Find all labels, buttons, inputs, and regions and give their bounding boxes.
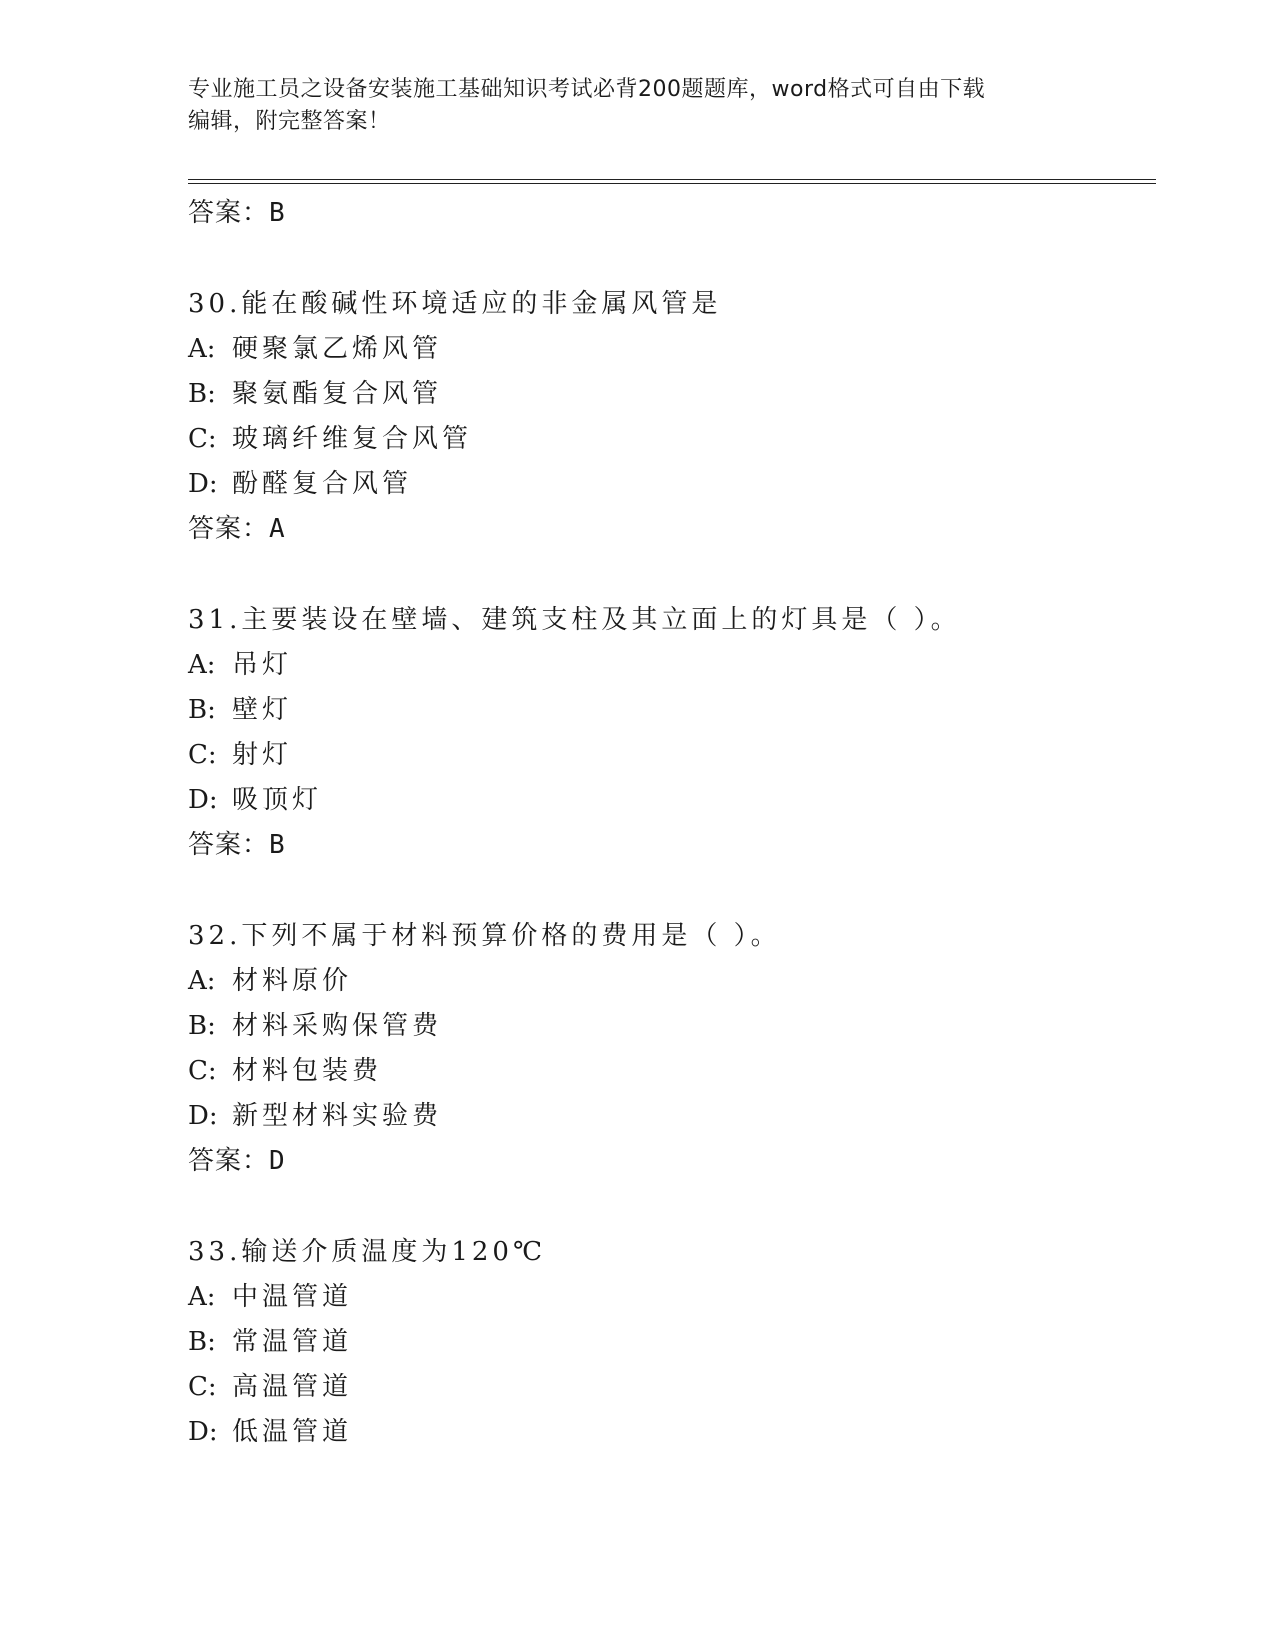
option-text: 射灯 (232, 740, 293, 770)
option-key: B: (188, 695, 216, 725)
option-key: D: (188, 469, 218, 499)
option-c (188, 1365, 1148, 1410)
option-key: A: (188, 1282, 216, 1312)
option-d (188, 462, 1148, 507)
question-stem: 32.下列不属于材料预算价格的费用是（ ）。 (188, 921, 781, 951)
question-list (188, 191, 1148, 1455)
option-d (188, 1094, 1148, 1139)
option-key: D: (188, 1417, 218, 1447)
option-key: C: (188, 740, 217, 770)
option-key: A: (188, 966, 216, 996)
answer-value: B (269, 830, 286, 860)
option-text: 壁灯 (232, 695, 293, 725)
option-text: 玻璃纤维复合风管 (232, 424, 473, 454)
option-a (188, 1275, 1148, 1320)
option-text: 吊灯 (232, 650, 293, 680)
answer-label: 答案： (188, 830, 270, 860)
answer-value: D (269, 1146, 286, 1176)
option-text: 材料采购保管费 (232, 1011, 443, 1041)
option-key: A: (188, 650, 216, 680)
option-d (188, 1410, 1148, 1455)
option-key: D: (188, 1101, 218, 1131)
header-title-line2: 编辑，附完整答案！ (188, 109, 391, 134)
option-b (188, 1004, 1148, 1049)
option-c (188, 1049, 1148, 1094)
question-block (188, 914, 1148, 1184)
answer-line (188, 191, 1148, 236)
question-stem: 30.能在酸碱性环境适应的非金属风管是 (188, 289, 722, 319)
spacer (188, 236, 1148, 282)
header-divider (188, 179, 1156, 184)
option-c (188, 417, 1148, 462)
option-text: 聚氨酯复合风管 (232, 379, 443, 409)
option-b (188, 688, 1148, 733)
option-key: C: (188, 1056, 217, 1086)
answer-value: B (269, 198, 286, 228)
option-key: D: (188, 785, 218, 815)
answer-label: 答案： (188, 1146, 270, 1176)
option-text: 常温管道 (232, 1327, 353, 1357)
option-a (188, 327, 1148, 372)
spacer (188, 552, 1148, 598)
option-b (188, 372, 1148, 417)
option-text: 材料包装费 (232, 1056, 383, 1086)
option-text: 酚醛复合风管 (232, 469, 413, 499)
option-text: 吸顶灯 (232, 785, 323, 815)
option-key: A: (188, 334, 216, 364)
question-stem: 31.主要装设在壁墙、建筑支柱及其立面上的灯具是（ ）。 (188, 605, 961, 635)
answer-line (188, 823, 1148, 868)
option-c (188, 733, 1148, 778)
question-block (188, 282, 1148, 552)
spacer (188, 868, 1148, 914)
option-key: B: (188, 1011, 216, 1041)
question-block (188, 1230, 1148, 1455)
option-a (188, 643, 1148, 688)
option-text: 新型材料实验费 (232, 1101, 443, 1131)
option-a (188, 959, 1148, 1004)
answer-value: A (269, 514, 286, 544)
answer-label: 答案： (188, 514, 270, 544)
answer-label: 答案： (188, 198, 270, 228)
option-text: 中温管道 (232, 1282, 353, 1312)
option-b (188, 1320, 1148, 1365)
option-text: 硬聚氯乙烯风管 (232, 334, 443, 364)
question-block (188, 598, 1148, 868)
spacer (188, 1184, 1148, 1230)
option-key: C: (188, 1372, 217, 1402)
option-text: 高温管道 (232, 1372, 353, 1402)
option-d (188, 778, 1148, 823)
option-key: B: (188, 379, 216, 409)
answer-line (188, 507, 1148, 552)
option-text: 材料原价 (232, 966, 353, 996)
option-key: B: (188, 1327, 216, 1357)
question-stem: 33.输送介质温度为120℃ (188, 1237, 547, 1267)
header-title-line1: 专业施工员之设备安装施工基础知识考试必背200题题库，word格式可自由下载 (188, 77, 986, 102)
option-key: C: (188, 424, 217, 454)
answer-line (188, 1139, 1148, 1184)
option-text: 低温管道 (232, 1417, 353, 1447)
page-header (188, 74, 1068, 138)
